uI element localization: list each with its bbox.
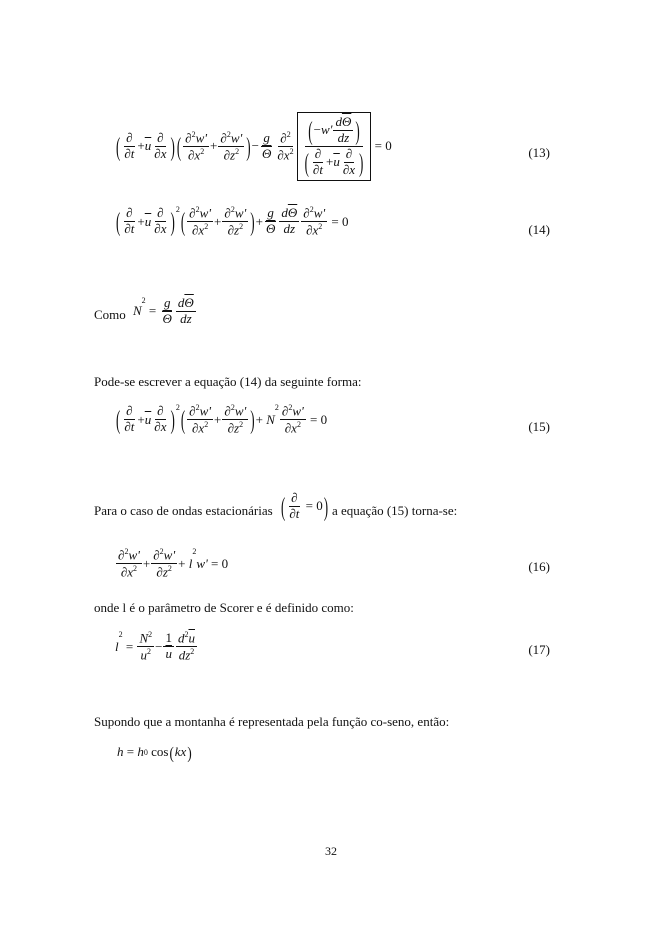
equation-14: ( ∂ ∂t + $\overline{u}$ ∂ ∂x ) $^2$ ( ∂$^2$w' $\partial x^2$ + $\frac{\partial^2w'}{\partial z^2}$ ) + $\frac{g}{\Theta}$ $d\overline{\Theta}$ dz $\frac{\partial^2w'}{\partial x^2}$ = 0 xyxy=(116,205,349,238)
equation-17-number: (17) xyxy=(528,642,550,657)
stationary-condition: ( ∂ ∂t = 0 ) xyxy=(281,490,329,522)
equation-13: ( ∂ ∂t + $\overline{u}$ ∂ ∂x ) ( ∂$^2$w' $\partial x^2$ + $\frac{\partial^2w'}{\partial z^2}$ ) − $\frac{g}{\Theta}$ ∂$^2$ $\partial x^2$ ( − w' $d\overline{\Theta}$ dz ) ( ∂ ∂t + $\overline{u}$ ∂ ∂x ) = 0 xyxy=(115,112,392,181)
page-number: 32 xyxy=(325,844,337,858)
equation-15-number: (15) xyxy=(528,419,550,434)
como-label: Como xyxy=(94,307,126,322)
equation-14-number: (14) xyxy=(528,222,550,237)
brunt-vaisala-definition: N $^2$ = $\frac{g}{\Theta}$ $d\overline{\Theta}$ dz xyxy=(133,295,194,326)
equation-16: ∂$^2$w' $\partial x^2$ + $\frac{\partial^2w'}{\partial z^2}$ + l $^2$ w' = 0 xyxy=(118,547,229,580)
mountain-function: h = h 0 cos ( kx ) xyxy=(117,742,192,762)
equation-16-number: (16) xyxy=(528,559,550,574)
equation-13-number: (13) xyxy=(528,145,550,160)
equation-15: ( ∂ ∂t + $\overline{u}$ ∂ ∂x ) $^2$ ( ∂$^2$w' $\partial x^2$ + $\frac{\partial^2w'}{\partial z^2}$ ) + N $^2$ $\frac{\partial^2w'}{\partial x^2}$ = 0 xyxy=(116,403,328,436)
supondo-text: Supondo que a montanha é representada pela função co-seno, então: xyxy=(94,714,450,729)
como-text xyxy=(94,307,126,323)
pode-se-text: Pode-se escrever a equação (14) da seguinte forma: xyxy=(94,374,362,389)
equation-17: l $^2$ = $\frac{N^2}{\overline{u}^2}$ − $\frac{1}{u}$ $d^2\overline{u}$ $dz^2$ xyxy=(115,630,195,663)
para-o-caso-text: Para o caso de ondas estacionárias xyxy=(94,503,273,518)
torna-se-text: a equação (15) torna-se: xyxy=(332,503,458,518)
onde-text: onde l é o parâmetro de Scorer e é definido como: xyxy=(94,600,354,615)
